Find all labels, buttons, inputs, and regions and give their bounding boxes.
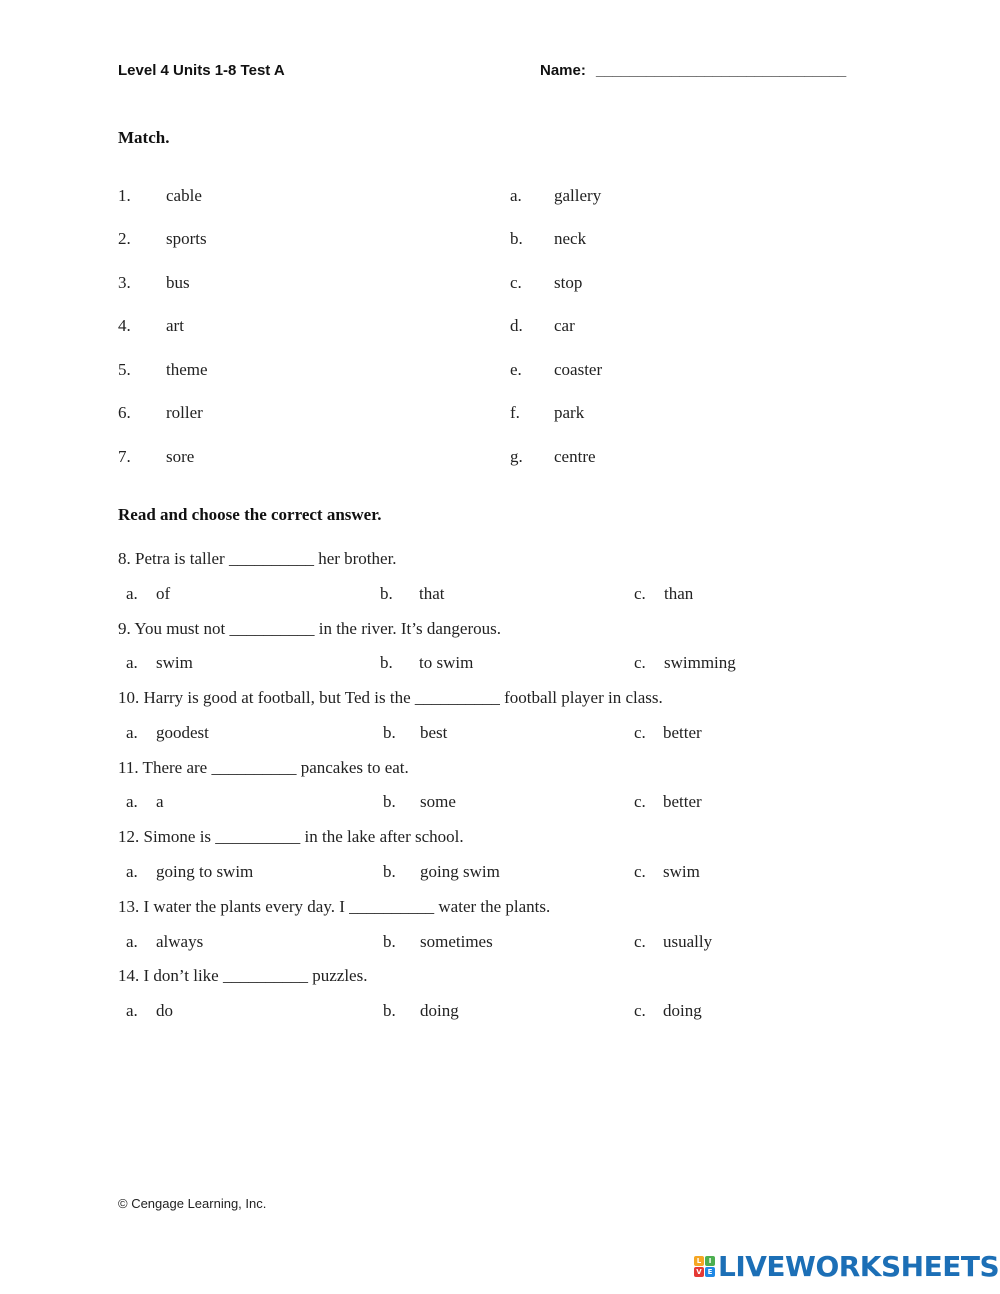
option-letter: a. (126, 584, 138, 603)
option-a[interactable]: goodest (156, 723, 209, 742)
match-left-word[interactable]: sports (166, 229, 207, 248)
match-right-letter: d. (510, 316, 523, 335)
option-letter: c. (634, 653, 646, 672)
option-letter: c. (634, 1001, 646, 1020)
match-left-word[interactable]: sore (166, 447, 195, 466)
option-letter: b. (383, 792, 396, 811)
match-right-word[interactable]: gallery (554, 186, 602, 205)
match-right-word[interactable]: park (554, 403, 585, 422)
match-right-word[interactable]: coaster (554, 360, 603, 379)
match-left-number: 6. (118, 403, 131, 422)
option-letter: b. (383, 723, 396, 742)
option-b[interactable]: to swim (419, 653, 474, 672)
option-letter: c. (634, 584, 646, 603)
question-text: 11. There are __________ pancakes to eat. (118, 758, 409, 777)
match-left-number: 2. (118, 229, 131, 248)
question-text: 14. I don’t like __________ puzzles. (118, 966, 368, 985)
option-letter: c. (634, 932, 646, 951)
match-right-letter: f. (510, 403, 520, 422)
match-left-word[interactable]: cable (166, 186, 202, 205)
question-text: 13. I water the plants every day. I __________ water the plants. (118, 897, 551, 916)
liveworksheets-logo-icon: L I V E (694, 1256, 715, 1277)
match-left-word[interactable]: bus (166, 273, 190, 292)
option-letter: b. (383, 1001, 396, 1020)
match-right-word[interactable]: centre (554, 447, 596, 466)
option-c[interactable]: swimming (664, 653, 736, 672)
match-left-word[interactable]: theme (166, 360, 208, 379)
match-right-letter: e. (510, 360, 522, 379)
match-heading: Match. (118, 128, 170, 147)
question-text: 12. Simone is __________ in the lake after school. (118, 827, 464, 846)
match-left-number: 1. (118, 186, 131, 205)
worksheet-title: Level 4 Units 1-8 Test A (118, 62, 285, 79)
option-c[interactable]: better (663, 723, 702, 742)
option-letter: a. (126, 723, 138, 742)
match-right-word[interactable]: neck (554, 229, 587, 248)
option-b[interactable]: best (420, 723, 448, 742)
option-a[interactable]: always (156, 932, 204, 951)
copyright-notice: © Cengage Learning, Inc. (118, 1196, 267, 1211)
match-right-letter: c. (510, 273, 522, 292)
option-letter: b. (380, 653, 393, 672)
option-letter: b. (383, 862, 396, 881)
match-left-number: 3. (118, 273, 131, 292)
option-b[interactable]: that (419, 584, 445, 603)
option-letter: c. (634, 862, 646, 881)
option-letter: a. (126, 653, 138, 672)
option-a[interactable]: a (156, 792, 164, 811)
option-b[interactable]: sometimes (420, 932, 493, 951)
option-c[interactable]: doing (663, 1001, 702, 1020)
option-letter: b. (383, 932, 396, 951)
option-b[interactable]: doing (420, 1001, 459, 1020)
option-a[interactable]: going to swim (156, 862, 254, 881)
match-left-number: 7. (118, 447, 131, 466)
option-c[interactable]: swim (663, 862, 700, 881)
option-a[interactable]: do (156, 1001, 173, 1020)
match-left-number: 5. (118, 360, 131, 379)
match-right-word[interactable]: stop (554, 273, 583, 292)
option-a[interactable]: swim (156, 653, 193, 672)
option-c[interactable]: than (664, 584, 694, 603)
option-letter: c. (634, 723, 646, 742)
option-letter: a. (126, 792, 138, 811)
match-right-letter: g. (510, 447, 523, 466)
match-right-letter: a. (510, 186, 522, 205)
option-b[interactable]: some (420, 792, 456, 811)
match-left-word[interactable]: roller (166, 403, 203, 422)
choose-heading: Read and choose the correct answer. (118, 505, 382, 524)
liveworksheets-logo-text: LIVEWORKSHEETS (718, 1250, 1000, 1283)
option-letter: a. (126, 932, 138, 951)
option-c[interactable]: usually (663, 932, 713, 951)
option-a[interactable]: of (156, 584, 171, 603)
option-c[interactable]: better (663, 792, 702, 811)
match-right-letter: b. (510, 229, 523, 248)
option-letter: a. (126, 862, 138, 881)
question-text: 9. You must not __________ in the river. It’s dangerous. (118, 619, 501, 638)
match-right-word[interactable]: car (554, 316, 575, 335)
liveworksheets-logo[interactable] (694, 1250, 999, 1283)
question-text: 10. Harry is good at football, but Ted is the __________ football player in class. (118, 688, 663, 707)
option-letter: c. (634, 792, 646, 811)
match-left-number: 4. (118, 316, 131, 335)
name-input-line[interactable]: ______________________________ (596, 62, 847, 79)
option-letter: b. (380, 584, 393, 603)
option-b[interactable]: going swim (420, 862, 500, 881)
option-letter: a. (126, 1001, 138, 1020)
name-label: Name: (540, 62, 586, 79)
question-text: 8. Petra is taller __________ her brother. (118, 549, 397, 568)
match-left-word[interactable]: art (166, 316, 184, 335)
